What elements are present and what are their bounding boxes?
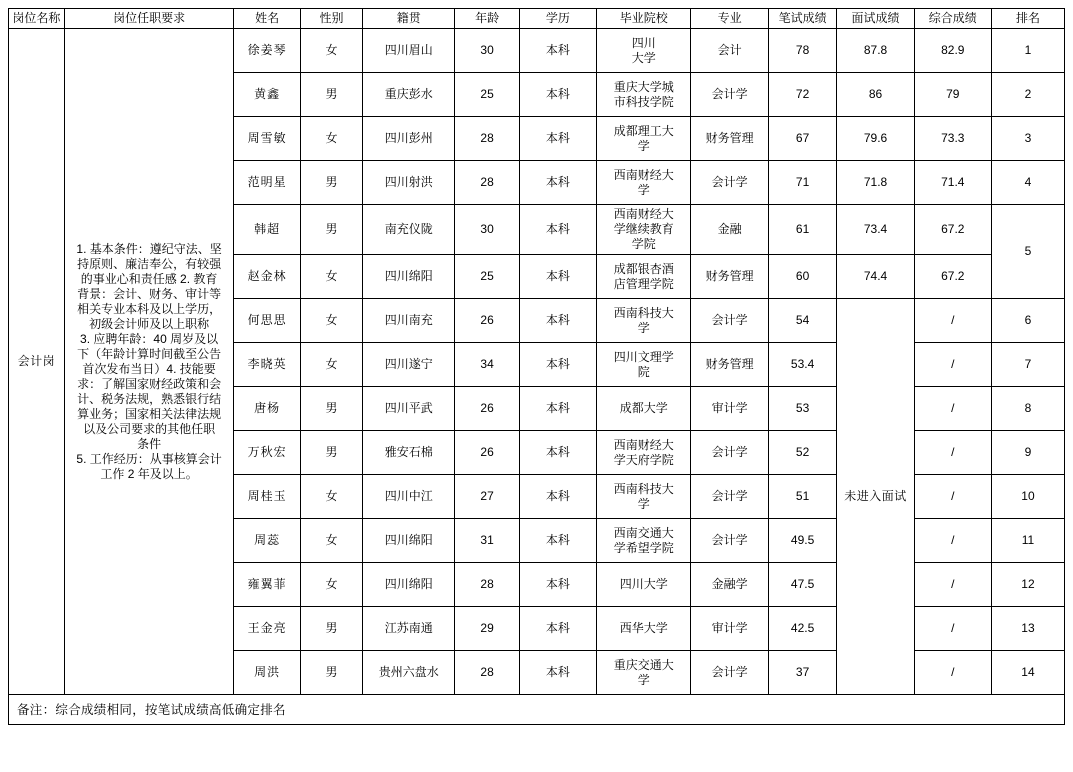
candidate-major: 审计学 — [691, 607, 768, 651]
candidate-name: 万秋宏 — [234, 431, 301, 475]
candidate-composite-score: / — [914, 607, 991, 651]
candidate-school: 成都大学 — [597, 387, 691, 431]
candidate-interview-score: 71.8 — [837, 161, 914, 205]
candidate-sex: 女 — [300, 563, 362, 607]
requirement-line: 相关专业本科及以上学历， — [77, 301, 222, 316]
header-post-name: 岗位名称 — [9, 9, 65, 29]
requirement-line: 工作 2 年及以上。 — [100, 466, 198, 481]
candidate-composite-score: 82.9 — [914, 29, 991, 73]
candidate-composite-score: / — [914, 299, 991, 343]
candidate-written-score: 61 — [768, 205, 837, 255]
candidate-composite-score: 67.2 — [914, 205, 991, 255]
candidate-name: 赵金林 — [234, 255, 301, 299]
candidate-written-score: 53.4 — [768, 343, 837, 387]
candidate-school: 西南交通大 学希望学院 — [597, 519, 691, 563]
candidate-school: 西南财经大 学 — [597, 161, 691, 205]
candidate-age: 25 — [455, 255, 519, 299]
requirement-line: 5. 工作经历：从事核算会计 — [76, 451, 222, 466]
candidate-major: 会计学 — [691, 519, 768, 563]
candidate-origin: 四川射洪 — [363, 161, 455, 205]
candidate-age: 29 — [455, 607, 519, 651]
candidate-school: 重庆交通大 学 — [597, 651, 691, 695]
candidate-name: 黄鑫 — [234, 73, 301, 117]
requirement-line: 算业务；国家相关法律法规 — [77, 406, 222, 421]
candidate-school: 西南财经大 学天府学院 — [597, 431, 691, 475]
candidate-age: 28 — [455, 563, 519, 607]
header-sex: 性别 — [300, 9, 362, 29]
requirement-line: 计、税务法规，熟悉银行结 — [77, 391, 222, 406]
table-note: 备注：综合成绩相同，按笔试成绩高低确定排名 — [8, 695, 1065, 725]
candidate-major: 财务管理 — [691, 117, 768, 161]
candidate-composite-score: / — [914, 387, 991, 431]
candidate-sex: 女 — [300, 255, 362, 299]
candidate-major: 金融 — [691, 205, 768, 255]
header-composite-score: 综合成绩 — [914, 9, 991, 29]
candidate-sex: 男 — [300, 651, 362, 695]
candidate-rank: 4 — [991, 161, 1064, 205]
candidate-education: 本科 — [519, 299, 596, 343]
candidate-composite-score: 71.4 — [914, 161, 991, 205]
candidate-education: 本科 — [519, 255, 596, 299]
candidate-written-score: 54 — [768, 299, 837, 343]
candidate-education: 本科 — [519, 431, 596, 475]
candidate-rank: 5 — [991, 205, 1064, 299]
candidate-origin: 四川平武 — [363, 387, 455, 431]
post-name-cell: 会计岗 — [9, 29, 65, 695]
candidate-composite-score: 73.3 — [914, 117, 991, 161]
candidate-sex: 男 — [300, 607, 362, 651]
candidate-origin: 四川绵阳 — [363, 563, 455, 607]
candidate-education: 本科 — [519, 117, 596, 161]
candidate-name: 韩超 — [234, 205, 301, 255]
candidate-interview-score: 74.4 — [837, 255, 914, 299]
candidate-school: 西华大学 — [597, 607, 691, 651]
no-interview-label: 未进入面试 — [837, 299, 914, 695]
candidate-major: 会计学 — [691, 299, 768, 343]
candidate-school: 成都银杏酒 店管理学院 — [597, 255, 691, 299]
candidate-education: 本科 — [519, 475, 596, 519]
candidate-written-score: 52 — [768, 431, 837, 475]
candidate-origin: 四川绵阳 — [363, 255, 455, 299]
candidate-origin: 江苏南通 — [363, 607, 455, 651]
candidate-interview-score: 87.8 — [837, 29, 914, 73]
candidate-rank: 9 — [991, 431, 1064, 475]
candidate-school: 四川文理学 院 — [597, 343, 691, 387]
candidate-education: 本科 — [519, 387, 596, 431]
candidate-written-score: 47.5 — [768, 563, 837, 607]
candidate-age: 28 — [455, 651, 519, 695]
candidate-name: 周雪敏 — [234, 117, 301, 161]
candidate-origin: 重庆彭水 — [363, 73, 455, 117]
candidate-school: 西南科技大 学 — [597, 475, 691, 519]
candidate-rank: 7 — [991, 343, 1064, 387]
candidate-education: 本科 — [519, 161, 596, 205]
candidate-age: 28 — [455, 161, 519, 205]
table-header-row — [9, 9, 1065, 29]
candidate-origin: 四川遂宁 — [363, 343, 455, 387]
candidate-composite-score: / — [914, 343, 991, 387]
candidate-sex: 女 — [300, 29, 362, 73]
candidate-written-score: 71 — [768, 161, 837, 205]
candidate-sex: 女 — [300, 299, 362, 343]
candidate-composite-score: 79 — [914, 73, 991, 117]
candidate-name: 唐杨 — [234, 387, 301, 431]
candidate-origin: 四川彭州 — [363, 117, 455, 161]
requirement-line: 条件 — [137, 436, 162, 451]
candidate-name: 徐姜琴 — [234, 29, 301, 73]
candidate-name: 王金亮 — [234, 607, 301, 651]
candidate-rank: 8 — [991, 387, 1064, 431]
candidate-origin: 四川绵阳 — [363, 519, 455, 563]
table-body — [9, 29, 1065, 695]
candidate-written-score: 51 — [768, 475, 837, 519]
candidate-origin: 南充仪陇 — [363, 205, 455, 255]
candidate-rank: 2 — [991, 73, 1064, 117]
candidate-rank: 10 — [991, 475, 1064, 519]
candidate-rank: 13 — [991, 607, 1064, 651]
candidate-composite-score: / — [914, 651, 991, 695]
requirement-line: 3. 应聘年龄：40 周岁及以 — [80, 331, 219, 346]
candidate-major: 审计学 — [691, 387, 768, 431]
candidate-rank: 3 — [991, 117, 1064, 161]
candidate-written-score: 37 — [768, 651, 837, 695]
candidate-name: 雍翼菲 — [234, 563, 301, 607]
candidate-age: 30 — [455, 205, 519, 255]
candidate-age: 26 — [455, 299, 519, 343]
requirement-line: 持原则、廉洁奉公，有较强 — [77, 256, 222, 271]
candidate-origin: 四川眉山 — [363, 29, 455, 73]
candidate-composite-score: / — [914, 475, 991, 519]
candidate-written-score: 49.5 — [768, 519, 837, 563]
requirement-line: 的事业心和责任感 2. 教育 — [80, 271, 218, 286]
candidate-school: 成都理工大 学 — [597, 117, 691, 161]
header-age: 年龄 — [455, 9, 519, 29]
candidate-interview-score: 79.6 — [837, 117, 914, 161]
candidate-school: 西南科技大 学 — [597, 299, 691, 343]
requirement-line: 求：了解国家财经政策和会 — [77, 376, 222, 391]
candidate-written-score: 53 — [768, 387, 837, 431]
candidate-education: 本科 — [519, 73, 596, 117]
candidate-education: 本科 — [519, 563, 596, 607]
header-major: 专业 — [691, 9, 768, 29]
header-rank: 排名 — [991, 9, 1064, 29]
candidate-major: 会计学 — [691, 431, 768, 475]
candidate-written-score: 42.5 — [768, 607, 837, 651]
candidate-composite-score: 67.2 — [914, 255, 991, 299]
candidate-sex: 男 — [300, 387, 362, 431]
candidate-rank: 14 — [991, 651, 1064, 695]
candidate-interview-score: 86 — [837, 73, 914, 117]
candidate-education: 本科 — [519, 205, 596, 255]
candidate-origin: 雅安石棉 — [363, 431, 455, 475]
results-sheet — [8, 8, 1065, 725]
candidate-composite-score: / — [914, 563, 991, 607]
candidate-name: 周蕊 — [234, 519, 301, 563]
candidate-sex: 男 — [300, 161, 362, 205]
candidate-sex: 女 — [300, 343, 362, 387]
candidate-sex: 男 — [300, 205, 362, 255]
requirement-line: 首次发布当日）4. 技能要 — [82, 361, 216, 376]
header-name: 姓名 — [234, 9, 301, 29]
candidate-age: 27 — [455, 475, 519, 519]
candidate-major: 财务管理 — [691, 255, 768, 299]
candidate-written-score: 67 — [768, 117, 837, 161]
candidate-composite-score: / — [914, 431, 991, 475]
candidate-composite-score: / — [914, 519, 991, 563]
candidate-origin: 四川中江 — [363, 475, 455, 519]
candidate-education: 本科 — [519, 519, 596, 563]
candidate-written-score: 60 — [768, 255, 837, 299]
header-school: 毕业院校 — [597, 9, 691, 29]
candidate-rank: 6 — [991, 299, 1064, 343]
requirement-line: 背景：会计、财务、审计等 — [77, 286, 222, 301]
requirement-line: 下（年龄计算时间截至公告 — [77, 346, 222, 361]
header-written-score: 笔试成绩 — [768, 9, 837, 29]
candidate-major: 会计学 — [691, 475, 768, 519]
candidate-major: 财务管理 — [691, 343, 768, 387]
candidate-major: 会计学 — [691, 73, 768, 117]
candidate-age: 26 — [455, 387, 519, 431]
requirement-line: 1. 基本条件：遵纪守法、坚 — [76, 241, 222, 256]
candidate-rank: 1 — [991, 29, 1064, 73]
candidate-interview-score: 73.4 — [837, 205, 914, 255]
candidate-age: 30 — [455, 29, 519, 73]
candidate-education: 本科 — [519, 343, 596, 387]
candidate-name: 何思思 — [234, 299, 301, 343]
table-header — [9, 9, 1065, 29]
candidate-education: 本科 — [519, 651, 596, 695]
header-requirements: 岗位任职要求 — [64, 9, 234, 29]
candidate-rank: 12 — [991, 563, 1064, 607]
requirement-line: 以及公司要求的其他任职 — [83, 421, 216, 436]
candidate-results-table — [8, 8, 1065, 695]
requirements-cell — [64, 29, 234, 695]
header-origin: 籍贯 — [363, 9, 455, 29]
candidate-name: 李晓英 — [234, 343, 301, 387]
candidate-sex: 女 — [300, 475, 362, 519]
candidate-major: 会计学 — [691, 161, 768, 205]
candidate-written-score: 72 — [768, 73, 837, 117]
candidate-major: 会计 — [691, 29, 768, 73]
candidate-sex: 女 — [300, 117, 362, 161]
table-row — [9, 29, 1065, 73]
candidate-school: 四川 大学 — [597, 29, 691, 73]
header-education: 学历 — [519, 9, 596, 29]
candidate-rank: 11 — [991, 519, 1064, 563]
candidate-written-score: 78 — [768, 29, 837, 73]
candidate-major: 会计学 — [691, 651, 768, 695]
candidate-age: 25 — [455, 73, 519, 117]
candidate-origin: 四川南充 — [363, 299, 455, 343]
candidate-school: 重庆大学城 市科技学院 — [597, 73, 691, 117]
header-interview-score: 面试成绩 — [837, 9, 914, 29]
candidate-sex: 男 — [300, 73, 362, 117]
candidate-school: 西南财经大 学继续教育 学院 — [597, 205, 691, 255]
candidate-school: 四川大学 — [597, 563, 691, 607]
candidate-education: 本科 — [519, 607, 596, 651]
candidate-name: 周洪 — [234, 651, 301, 695]
candidate-age: 26 — [455, 431, 519, 475]
candidate-age: 31 — [455, 519, 519, 563]
candidate-education: 本科 — [519, 29, 596, 73]
candidate-age: 28 — [455, 117, 519, 161]
candidate-name: 范明星 — [234, 161, 301, 205]
candidate-sex: 女 — [300, 519, 362, 563]
candidate-sex: 男 — [300, 431, 362, 475]
candidate-age: 34 — [455, 343, 519, 387]
requirement-line: 初级会计师及以上职称 — [89, 316, 210, 331]
candidate-origin: 贵州六盘水 — [363, 651, 455, 695]
candidate-major: 金融学 — [691, 563, 768, 607]
candidate-name: 周桂玉 — [234, 475, 301, 519]
